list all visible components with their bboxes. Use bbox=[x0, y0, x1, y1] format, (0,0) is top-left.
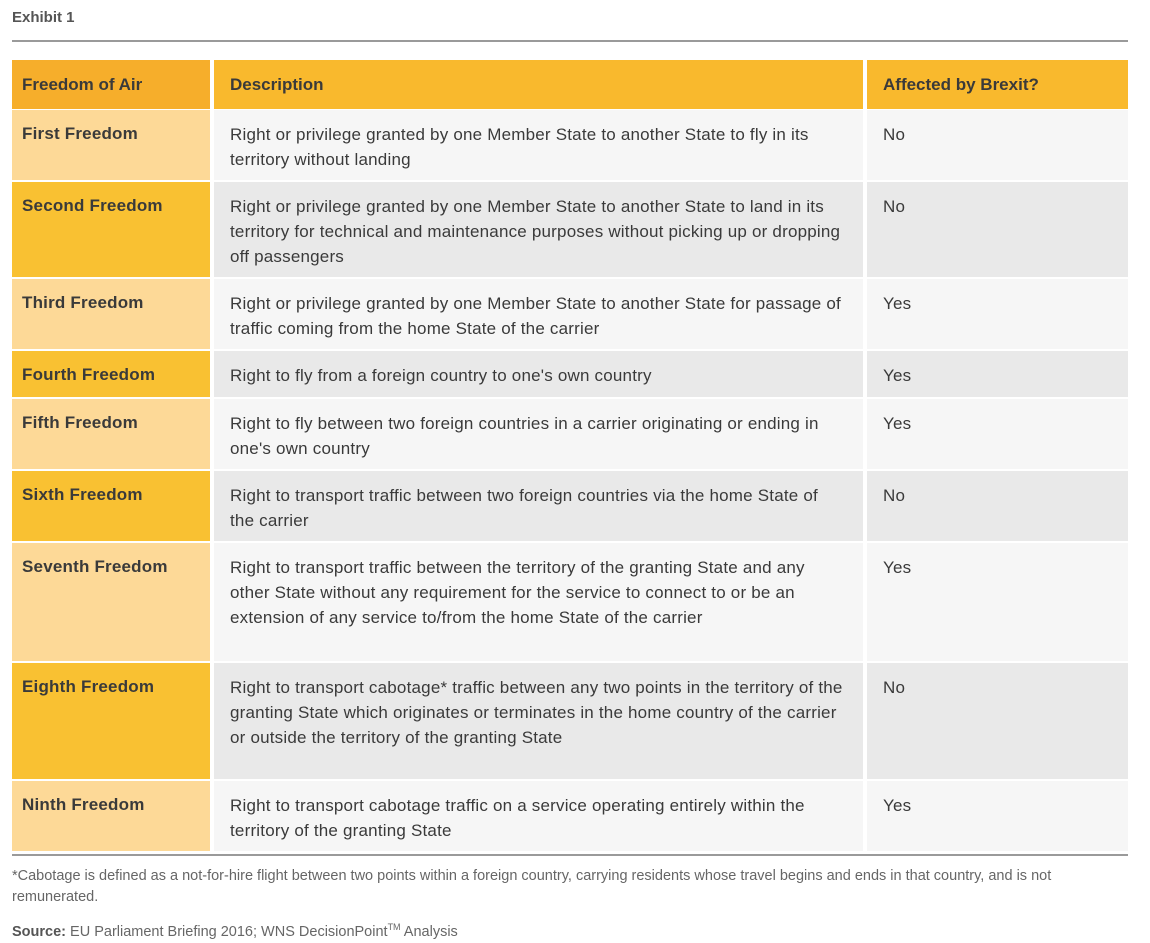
table-row bbox=[12, 351, 1128, 399]
header-affected-by-brexit: Affected by Brexit? bbox=[863, 60, 1128, 110]
freedom-name: Fifth Freedom bbox=[12, 399, 210, 471]
brexit-affected-value: Yes bbox=[863, 399, 1128, 471]
cabotage-footnote: *Cabotage is defined as a not-for-hire flight between two points within a foreign country, carrying residents whose travel begins and ends in that country, and is not remunerated. bbox=[12, 868, 1052, 905]
brexit-affected-value: Yes bbox=[863, 543, 1128, 663]
freedom-description: Right to transport traffic between the territory of the granting State and any other State without any requirement for the service to connect to or be an extension of any service to/from the home State of the carrier bbox=[210, 543, 863, 663]
brexit-affected-value: No bbox=[863, 110, 1128, 182]
table-row bbox=[12, 182, 1128, 279]
brexit-affected-value: No bbox=[863, 182, 1128, 279]
table-row bbox=[12, 471, 1128, 543]
header-description: Description bbox=[210, 60, 863, 110]
freedom-description: Right to transport cabotage* traffic between any two points in the territory of the granting State which originates or terminates in the home country of the carrier or outside the territory of the granting State bbox=[210, 663, 863, 781]
freedom-name: First Freedom bbox=[12, 110, 210, 182]
table-row bbox=[12, 663, 1128, 781]
trademark-mark: TM bbox=[387, 922, 401, 932]
source-line bbox=[12, 922, 458, 940]
source-suffix: Analysis bbox=[403, 923, 458, 940]
bottom-divider bbox=[12, 854, 1128, 856]
brexit-affected-value: Yes bbox=[863, 279, 1128, 351]
source-label: Source: bbox=[12, 923, 66, 940]
table-row bbox=[12, 110, 1128, 182]
table-row bbox=[12, 279, 1128, 351]
freedom-description: Right to fly from a foreign country to one's own country bbox=[210, 351, 863, 399]
freedom-name: Ninth Freedom bbox=[12, 781, 210, 853]
freedoms-of-air-table bbox=[12, 60, 1128, 853]
freedom-description: Right to transport cabotage traffic on a service operating entirely within the territory of the granting State bbox=[210, 781, 863, 853]
freedom-description: Right to transport traffic between two foreign countries via the home State of the carrier bbox=[210, 471, 863, 543]
freedom-name: Fourth Freedom bbox=[12, 351, 210, 399]
freedom-name: Seventh Freedom bbox=[12, 543, 210, 663]
table-header-row bbox=[12, 60, 1128, 110]
freedom-name: Second Freedom bbox=[12, 182, 210, 279]
brexit-affected-value: Yes bbox=[863, 781, 1128, 853]
exhibit-title: Exhibit 1 bbox=[12, 9, 75, 26]
source-text: EU Parliament Briefing 2016; WNS DecisionPoint bbox=[70, 923, 388, 940]
freedom-name: Eighth Freedom bbox=[12, 663, 210, 781]
freedom-description: Right or privilege granted by one Member State to another State to fly in its territory without landing bbox=[210, 110, 863, 182]
freedom-description: Right or privilege granted by one Member State to another State to land in its territory for technical and maintenance purposes without picking up or dropping off passengers bbox=[210, 182, 863, 279]
brexit-affected-value: No bbox=[863, 663, 1128, 781]
freedom-description: Right or privilege granted by one Member State to another State for passage of traffic coming from the home State of the carrier bbox=[210, 279, 863, 351]
table-row bbox=[12, 781, 1128, 853]
freedom-description: Right to fly between two foreign countries in a carrier originating or ending in one's own country bbox=[210, 399, 863, 471]
brexit-affected-value: No bbox=[863, 471, 1128, 543]
brexit-affected-value: Yes bbox=[863, 351, 1128, 399]
table-row bbox=[12, 543, 1128, 663]
table-row bbox=[12, 399, 1128, 471]
top-divider bbox=[12, 40, 1128, 42]
freedom-name: Sixth Freedom bbox=[12, 471, 210, 543]
header-freedom-of-air: Freedom of Air bbox=[12, 60, 210, 110]
freedom-name: Third Freedom bbox=[12, 279, 210, 351]
